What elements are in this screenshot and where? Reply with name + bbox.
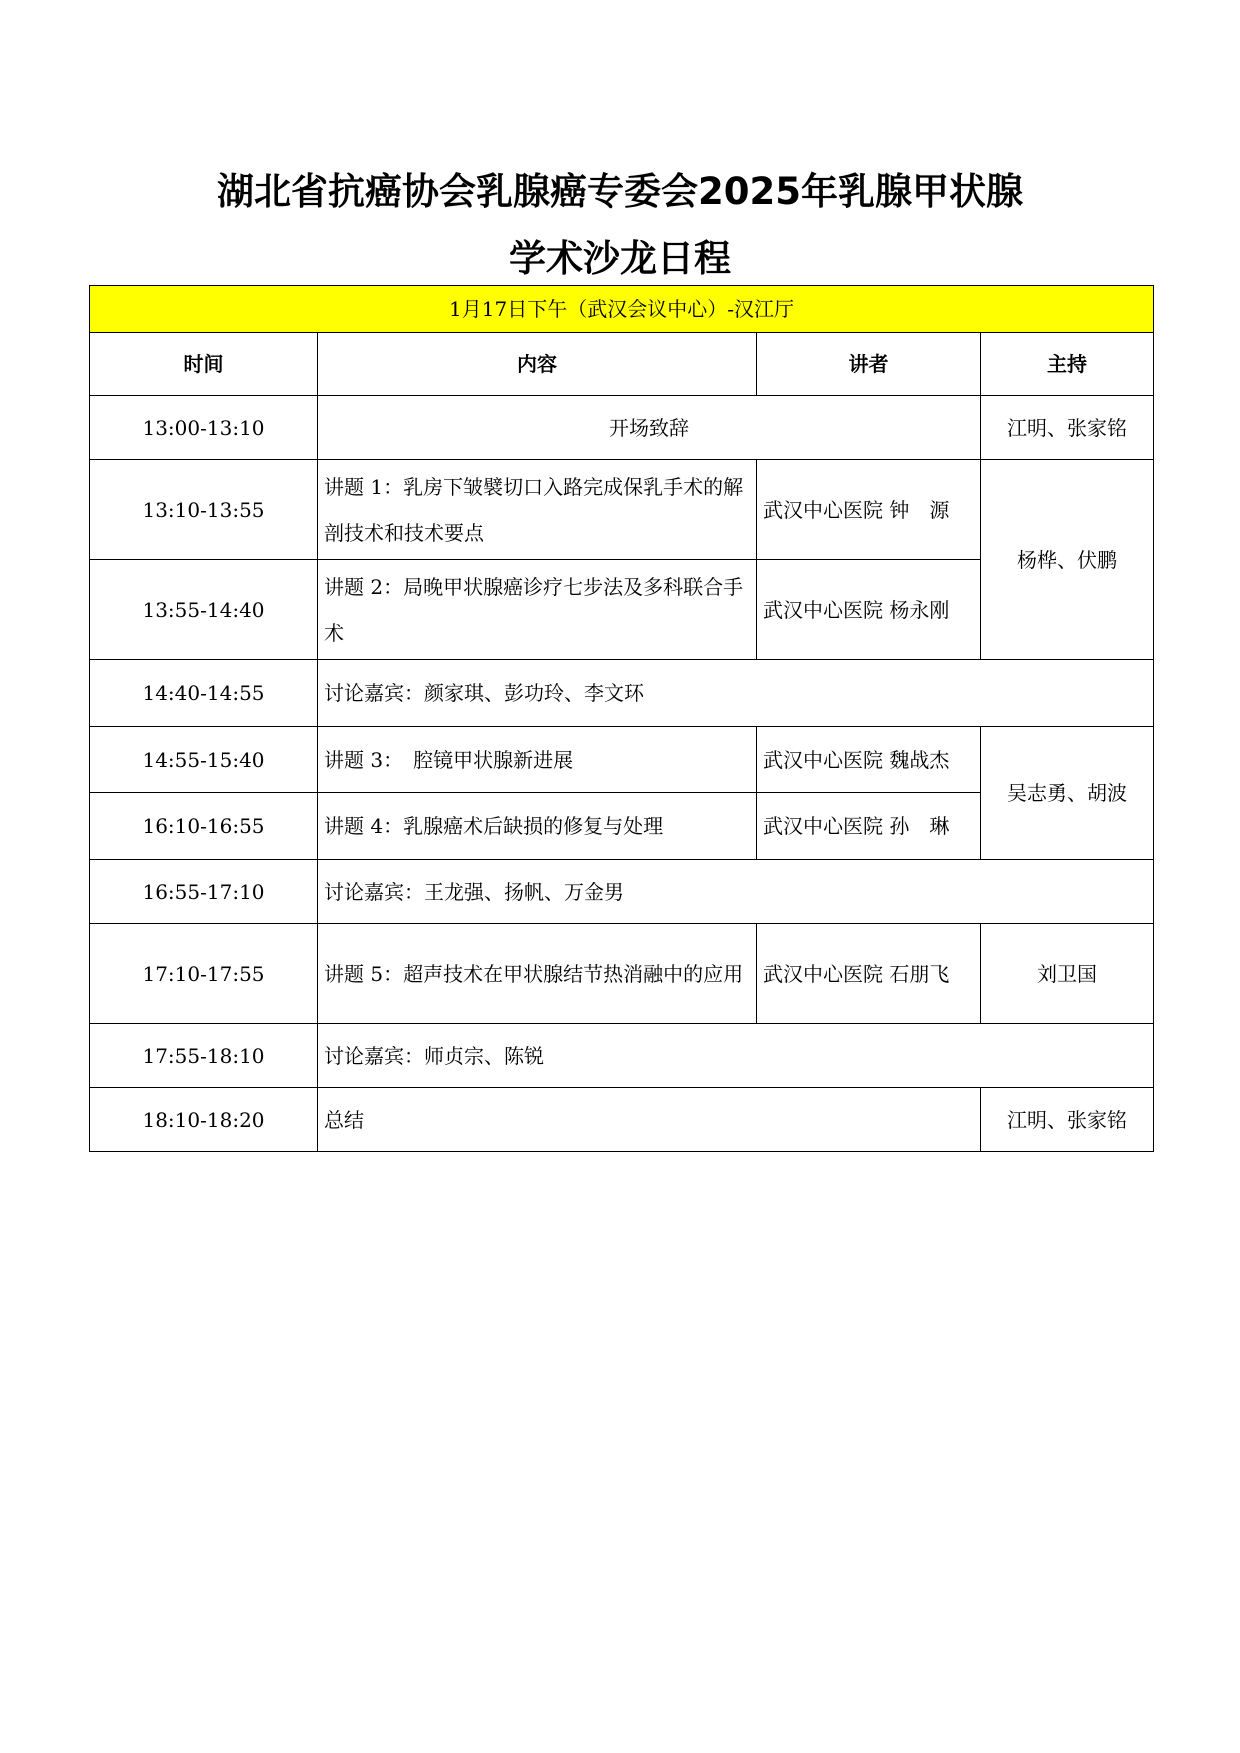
document-title-line1: 湖北省抗癌协会乳腺癌专委会2025年乳腺甲状腺 — [217, 170, 1023, 213]
table-row — [90, 727, 1154, 793]
document-title-line2: 学术沙龙日程 — [509, 237, 731, 280]
row-time: 17:55-18:10 — [90, 1024, 318, 1088]
row-time: 16:55-17:10 — [90, 860, 318, 924]
header-time: 时间 — [90, 333, 318, 396]
row-content: 讲题 4：乳腺癌术后缺损的修复与处理 — [318, 793, 757, 860]
row-host: 江明、张家铭 — [981, 396, 1154, 460]
row-content: 讨论嘉宾：王龙强、扬帆、万金男 — [318, 860, 1154, 924]
header-host: 主持 — [981, 333, 1154, 396]
table-row — [90, 460, 1154, 560]
row-speaker: 武汉中心医院 魏战杰 — [757, 727, 981, 793]
row-time: 18:10-18:20 — [90, 1088, 318, 1152]
row-time: 13:00-13:10 — [90, 396, 318, 460]
row-time: 16:10-16:55 — [90, 793, 318, 860]
table-row — [90, 924, 1154, 1024]
row-time: 17:10-17:55 — [90, 924, 318, 1024]
header-speaker: 讲者 — [757, 333, 981, 396]
row-content: 总结 — [318, 1088, 981, 1152]
row-time: 13:10-13:55 — [90, 460, 318, 560]
table-row — [90, 396, 1154, 460]
row-content: 讲题 3： 腔镜甲状腺新进展 — [318, 727, 757, 793]
row-content: 讲题 2：局晚甲状腺癌诊疗七步法及多科联合手术 — [318, 560, 757, 660]
session-date-venue: 1月17日下午（武汉会议中心）-汉江厅 — [90, 286, 1154, 333]
table-row — [90, 660, 1154, 727]
table-row — [90, 1024, 1154, 1088]
row-speaker: 武汉中心医院 孙 琳 — [757, 793, 981, 860]
row-content: 讲题 5：超声技术在甲状腺结节热消融中的应用 — [318, 924, 757, 1024]
row-time: 14:40-14:55 — [90, 660, 318, 727]
row-host: 吴志勇、胡波 — [981, 727, 1154, 860]
header-row — [90, 333, 1154, 396]
header-content: 内容 — [318, 333, 757, 396]
row-speaker: 武汉中心医院 杨永刚 — [757, 560, 981, 660]
table-row — [90, 1088, 1154, 1152]
row-time: 14:55-15:40 — [90, 727, 318, 793]
row-time: 13:55-14:40 — [90, 560, 318, 660]
table-row — [90, 860, 1154, 924]
row-speaker: 武汉中心医院 石朋飞 — [757, 924, 981, 1024]
session-row — [90, 286, 1154, 333]
row-content: 讲题 1：乳房下皱襞切口入路完成保乳手术的解剖技术和技术要点 — [318, 460, 757, 560]
row-content: 开场致辞 — [318, 396, 981, 460]
row-host: 江明、张家铭 — [981, 1088, 1154, 1152]
row-host: 刘卫国 — [981, 924, 1154, 1024]
row-content: 讨论嘉宾：颜家琪、彭功玲、李文环 — [318, 660, 1154, 727]
row-content: 讨论嘉宾：师贞宗、陈锐 — [318, 1024, 1154, 1088]
schedule-table — [89, 285, 1154, 1152]
row-host: 杨桦、伏鹏 — [981, 460, 1154, 660]
row-speaker: 武汉中心医院 钟 源 — [757, 460, 981, 560]
